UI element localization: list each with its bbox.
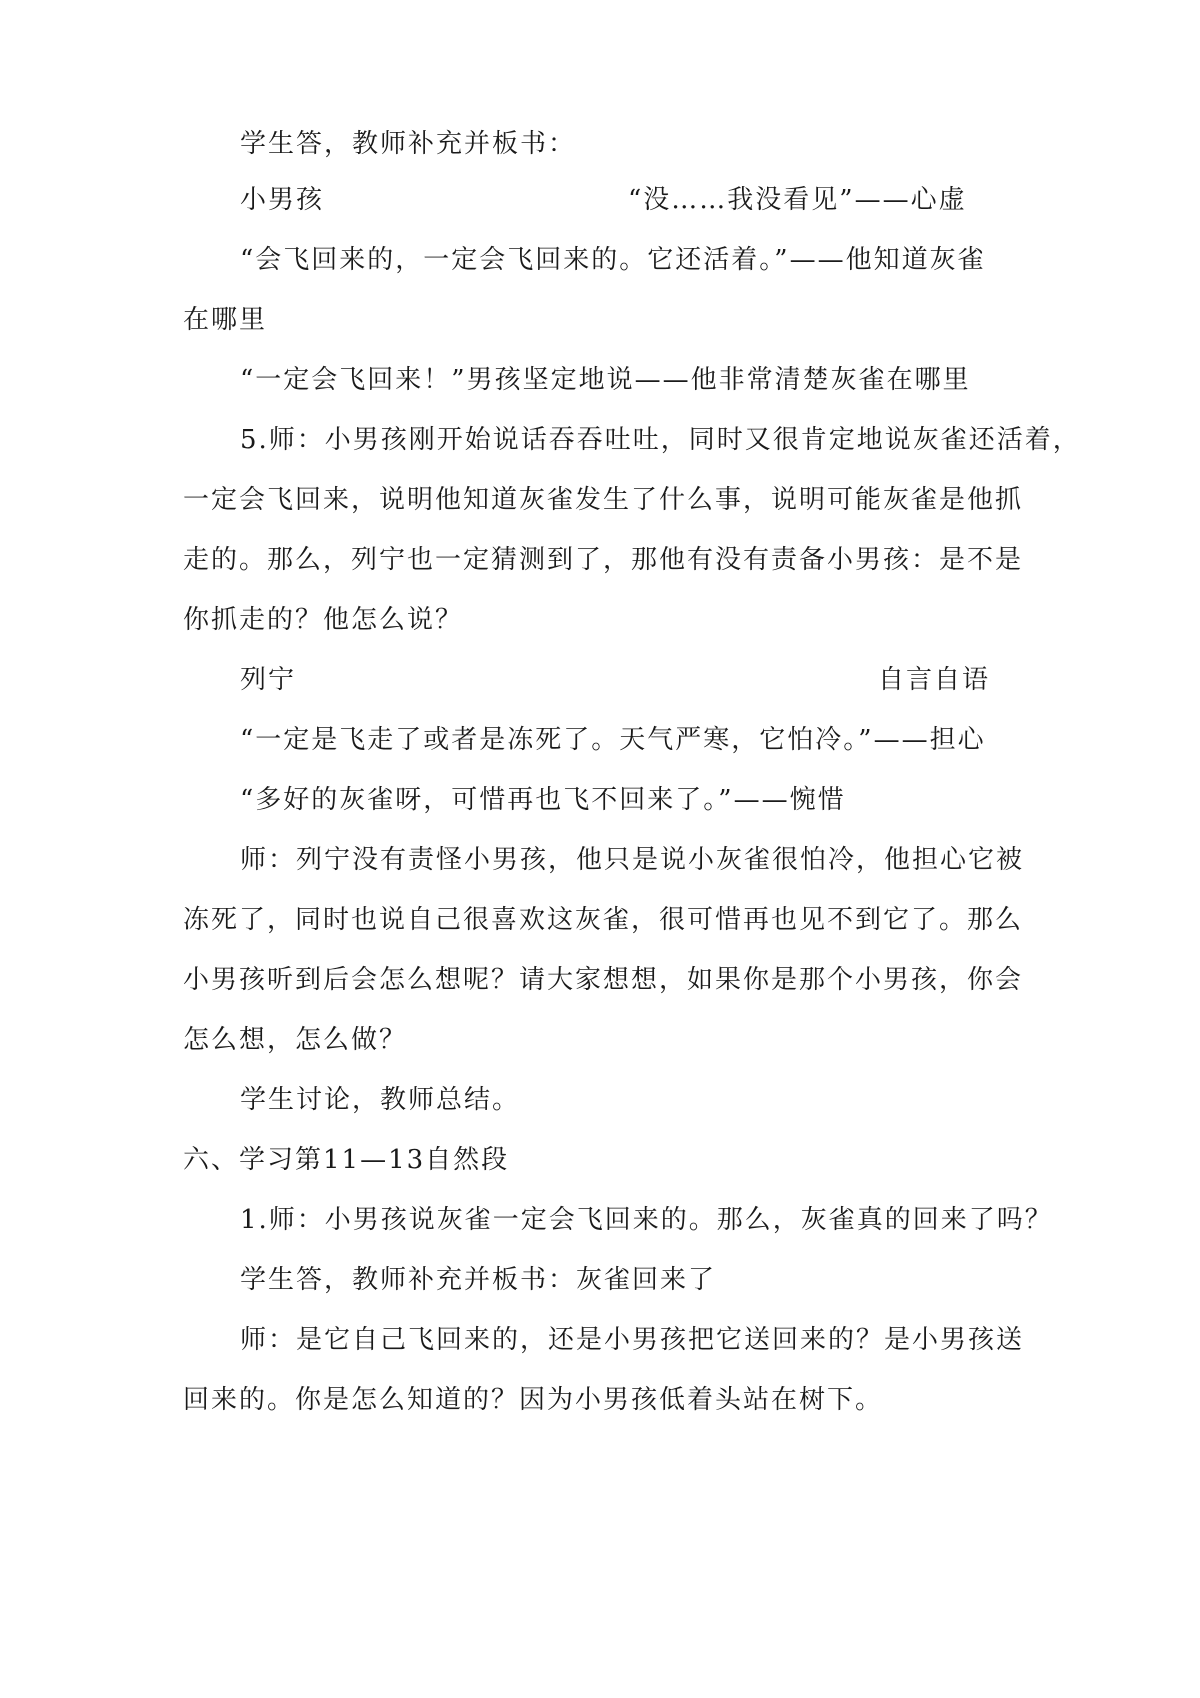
paragraph-line: 1.师：小男孩说灰雀一定会飞回来的。那么，灰雀真的回来了吗？ <box>240 1205 1053 1235</box>
paragraph-line: 你抓走的？他怎么说？ <box>183 605 464 635</box>
paragraph-line: 师：是它自己飞回来的，还是小男孩把它送回来的？是小男孩送 <box>240 1325 1025 1355</box>
paragraph-line: 在哪里 <box>183 305 268 335</box>
board-label-lenin: 列宁 <box>240 665 297 695</box>
paragraph-line: 学生答，教师补充并板书： <box>240 129 577 159</box>
paragraph-line: “多好的灰雀呀，可惜再也飞不回来了。”——惋惜 <box>240 785 846 815</box>
paragraph-line: 回来的。你是怎么知道的？因为小男孩低着头站在树下。 <box>183 1385 884 1415</box>
paragraph-line: 怎么想，怎么做？ <box>183 1025 408 1055</box>
paragraph-line: “会飞回来的，一定会飞回来的。它还活着。”——他知道灰雀 <box>240 245 986 275</box>
board-note-lenin: 自言自语 <box>878 665 991 695</box>
paragraph-line: 5.师：小男孩刚开始说话吞吞吐吐，同时又很肯定地说灰雀还活着， <box>240 425 1081 455</box>
paragraph-line: 冻死了，同时也说自己很喜欢这灰雀，很可惜再也见不到它了。那么 <box>183 905 1024 935</box>
board-label-boy: 小男孩 <box>240 185 325 215</box>
paragraph-line: 一定会飞回来，说明他知道灰雀发生了什么事，说明可能灰雀是他抓 <box>183 485 1024 515</box>
paragraph-line: 走的。那么，列宁也一定猜测到了，那他有没有责备小男孩：是不是 <box>183 545 1024 575</box>
board-quote-boy: “没……我没看见”——心虚 <box>628 185 967 215</box>
paragraph-line: 小男孩听到后会怎么想呢？请大家想想，如果你是那个小男孩，你会 <box>183 965 1024 995</box>
paragraph-line: “一定会飞回来！”男孩坚定地说——他非常清楚灰雀在哪里 <box>240 365 971 395</box>
paragraph-line: 学生讨论，教师总结。 <box>240 1085 521 1115</box>
paragraph-line: “一定是飞走了或者是冻死了。天气严寒，它怕冷。”——担心 <box>240 725 986 755</box>
paragraph-line: 师：列宁没有责怪小男孩，他只是说小灰雀很怕冷，他担心它被 <box>240 845 1025 875</box>
section-heading: 六、学习第11—13自然段 <box>183 1145 510 1175</box>
paragraph-line: 学生答，教师补充并板书：灰雀回来了 <box>240 1265 717 1295</box>
